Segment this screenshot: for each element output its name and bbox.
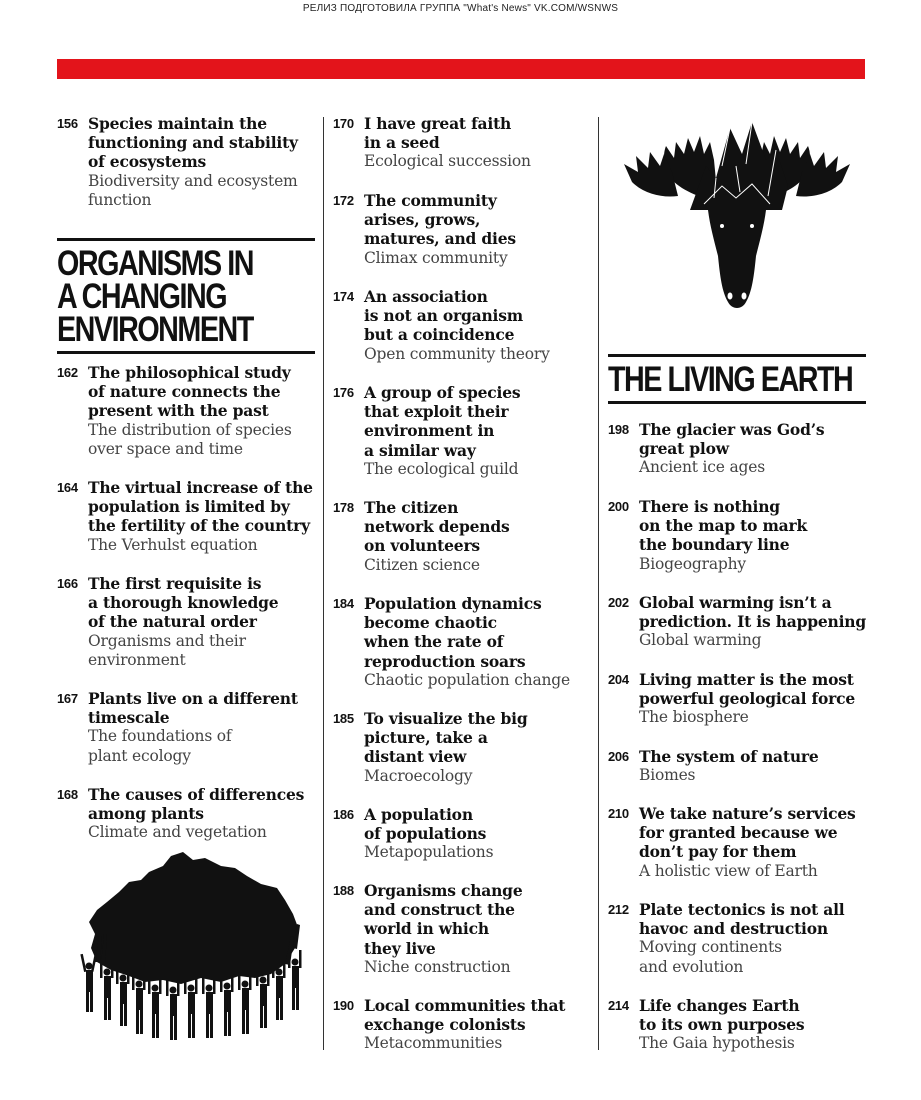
page-number: 172: [333, 193, 354, 208]
entry-subtitle: Moving continents and evolution: [639, 938, 782, 976]
entry-title: The first requisite is a thorough knowledge of the natural order: [88, 574, 279, 632]
entry-subtitle: Open community theory: [364, 344, 550, 363]
toc-entry[interactable]: [57, 114, 315, 210]
page-number: 184: [333, 596, 354, 611]
entry-title: A population of populations: [364, 805, 487, 844]
entry-subtitle: Ecological succession: [364, 152, 531, 171]
toc-entry[interactable]: [608, 996, 866, 1054]
toc-entry[interactable]: [333, 881, 578, 977]
entry-title: Living matter is the most powerful geological force: [639, 670, 855, 709]
entry-subtitle: Climax community: [364, 248, 508, 267]
toc-entry[interactable]: [333, 383, 578, 479]
red-header-bar: [57, 59, 865, 79]
entry-title: The citizen network depends on volunteers: [364, 498, 510, 556]
entry-title: The causes of differences among plants: [88, 785, 305, 824]
page-number: 202: [608, 595, 629, 610]
toc-entry[interactable]: [608, 804, 866, 881]
toc-entry[interactable]: [608, 900, 866, 977]
toc-entry[interactable]: [333, 996, 578, 1054]
entry-title: The community arises, grows, matures, and dies: [364, 191, 516, 249]
entry-subtitle: Chaotic population change: [364, 670, 570, 689]
entry-title: The philosophical study of nature connects the present with the past: [88, 363, 291, 421]
entry-subtitle: Macroecology: [364, 766, 473, 785]
moose-mountains-illustration: [618, 106, 856, 336]
entry-subtitle: Metacommunities: [364, 1034, 503, 1053]
toc-entry[interactable]: [333, 287, 578, 364]
toc-entry[interactable]: [333, 709, 578, 786]
entry-title: To visualize the big picture, take a distant view: [364, 709, 528, 767]
entry-subtitle: A holistic view of Earth: [639, 861, 818, 880]
entry-title: I have great faith in a seed: [364, 114, 512, 153]
entry-title: The glacier was God’s great plow: [639, 420, 825, 459]
entry-title: Plate tectonics is not all havoc and destruction: [639, 900, 845, 939]
entry-subtitle: Biomes: [639, 766, 696, 785]
column-divider: [323, 117, 324, 1050]
entry-subtitle: The biosphere: [639, 708, 749, 727]
entry-subtitle: The foundations of plant ecology: [88, 727, 232, 765]
toc-entry[interactable]: [608, 497, 866, 574]
entry-title: Life changes Earth to its own purposes: [639, 996, 805, 1035]
page-number: 174: [333, 289, 354, 304]
column-divider: [598, 117, 599, 1050]
entry-title: There is nothing on the map to mark the boundary line: [639, 497, 808, 555]
entry-title: The virtual increase of the population is limited by the fertility of the country: [88, 478, 313, 536]
toc-entry[interactable]: [333, 498, 578, 575]
entry-title: Plants live on a different timescale: [88, 689, 298, 728]
toc-entry[interactable]: [57, 689, 315, 766]
page-number: 178: [333, 500, 354, 515]
toc-entry[interactable]: [333, 594, 578, 690]
toc-entry[interactable]: [608, 670, 866, 728]
toc-entry[interactable]: [57, 478, 315, 555]
toc-entry[interactable]: [608, 420, 866, 478]
toc-entry[interactable]: [608, 593, 866, 651]
toc-entry[interactable]: [608, 747, 866, 785]
entry-subtitle: Biodiversity and ecosystem function: [88, 171, 298, 209]
toc-entry[interactable]: [333, 114, 578, 172]
entry-subtitle: Climate and vegetation: [88, 823, 267, 842]
page-number: 176: [333, 385, 354, 400]
entry-title: Species maintain the functioning and stability of ecosystems: [88, 114, 298, 172]
page-number: 214: [608, 998, 629, 1013]
entry-title: Local communities that exchange colonists: [364, 996, 566, 1035]
entry-subtitle: The ecological guild: [364, 459, 519, 478]
page-number: 185: [333, 711, 354, 726]
entry-subtitle: Niche construction: [364, 957, 511, 976]
page-number: 156: [57, 116, 78, 131]
entry-subtitle: Global warming: [639, 631, 762, 650]
page-number: 188: [333, 883, 354, 898]
entry-subtitle: The Gaia hypothesis: [639, 1034, 795, 1053]
toc-entry[interactable]: [333, 805, 578, 863]
entry-subtitle: Ancient ice ages: [639, 458, 765, 477]
entry-subtitle: Organisms and their environment: [88, 631, 246, 669]
entry-title: The system of nature: [639, 747, 819, 766]
entry-title: We take nature’s services for granted because we don’t pay for them: [639, 804, 856, 862]
page-number: 168: [57, 787, 78, 802]
page-number: 206: [608, 749, 629, 764]
section-heading: THE LIVING EARTH: [608, 354, 866, 404]
section-heading: ORGANISMS IN A CHANGING ENVIRONMENT: [57, 238, 315, 354]
entry-subtitle: Metapopulations: [364, 843, 494, 862]
page-number: 164: [57, 480, 78, 495]
page-number: 162: [57, 365, 78, 380]
toc-entry[interactable]: [57, 363, 315, 459]
entry-subtitle: The Verhulst equation: [88, 535, 258, 554]
page-number: 204: [608, 672, 629, 687]
toc-entry[interactable]: [57, 574, 315, 670]
header-note: РЕЛИЗ ПОДГОТОВИЛА ГРУППА "What's News" VK.COM/WSNWS: [302, 3, 619, 14]
entry-title: Organisms change and construct the world in which they live: [364, 881, 523, 958]
entry-title: An association is not an organism but a coincidence: [364, 287, 523, 345]
entry-subtitle: The distribution of species over space and time: [88, 420, 292, 458]
people-holding-landmass-illustration: [71, 852, 311, 1048]
page-number: 170: [333, 116, 354, 131]
toc-entry[interactable]: [57, 785, 315, 843]
page-number: 210: [608, 806, 629, 821]
toc-entry[interactable]: [333, 191, 578, 268]
entry-title: Global warming isn’t a prediction. It is happening: [639, 593, 867, 632]
page-number: 167: [57, 691, 78, 706]
entry-subtitle: Biogeography: [639, 554, 746, 573]
page-number: 190: [333, 998, 354, 1013]
page-number: 166: [57, 576, 78, 591]
page-number: 198: [608, 422, 629, 437]
entry-title: Population dynamics become chaotic when the rate of reproduction soars: [364, 594, 542, 671]
page-number: 212: [608, 902, 629, 917]
entry-title: A group of species that exploit their environment in a similar way: [364, 383, 521, 460]
entry-subtitle: Citizen science: [364, 555, 480, 574]
page-number: 186: [333, 807, 354, 822]
page-number: 200: [608, 499, 629, 514]
